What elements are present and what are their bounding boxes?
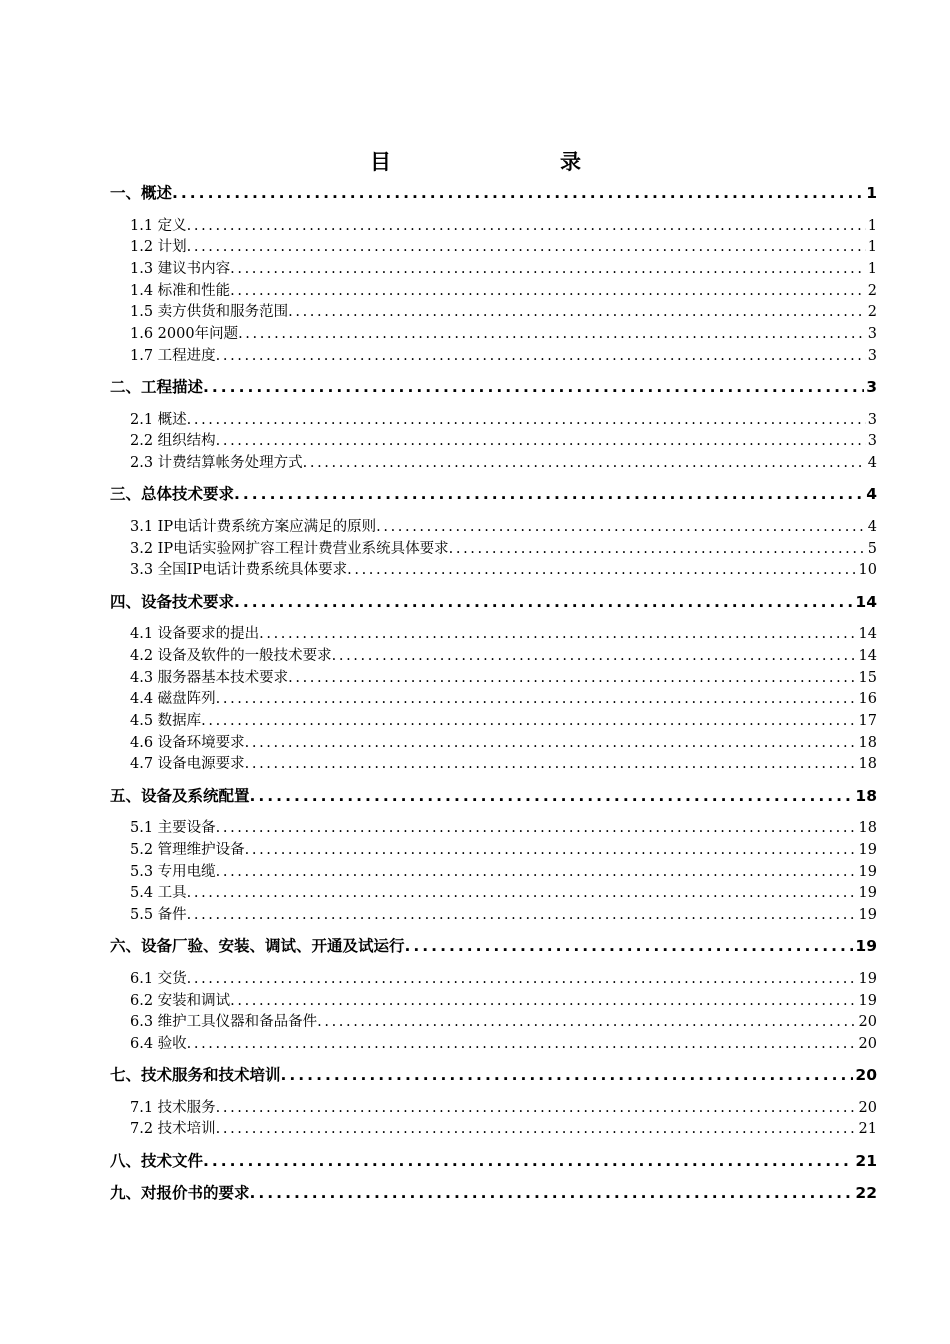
dot-leader [216, 431, 866, 453]
toc-section-entry[interactable] [110, 905, 877, 927]
toc-entry-label: 2.1 概述 [130, 411, 187, 428]
dot-leader [405, 936, 854, 958]
dot-leader [230, 281, 866, 303]
dot-leader [172, 183, 864, 205]
toc-section-entry[interactable] [110, 754, 877, 776]
toc-entry-label: 1.3 建议书内容 [130, 261, 231, 278]
toc-page-number: 19 [858, 841, 877, 858]
toc-chapter-entry[interactable] [110, 786, 877, 808]
toc-entry-label: 七、技术服务和技术培训 [110, 1066, 281, 1085]
toc-section-entry[interactable] [110, 733, 877, 755]
dot-leader [216, 862, 857, 884]
dot-leader [187, 969, 857, 991]
toc-section-entry[interactable] [110, 1012, 877, 1034]
dot-leader [250, 786, 854, 808]
toc-page-number: 4 [867, 455, 877, 472]
toc-entry-label: 1.7 工程进度 [130, 347, 216, 364]
toc-entry-label: 2.2 组织结构 [130, 433, 216, 450]
toc-page-number: 3 [867, 411, 877, 428]
toc-section-entry[interactable] [110, 539, 877, 561]
dot-leader [245, 754, 857, 776]
dot-leader [449, 539, 866, 561]
toc-page-number: 20 [858, 1099, 877, 1116]
toc-section-entry[interactable] [110, 646, 877, 668]
toc-chapter-entry[interactable] [110, 183, 877, 205]
toc-entry-label: 5.4 工具 [130, 885, 187, 902]
toc-entry-label: 1.4 标准和性能 [130, 282, 231, 299]
toc-page-number: 19 [858, 863, 877, 880]
dot-leader [245, 840, 857, 862]
dot-leader [234, 592, 853, 614]
dot-leader [317, 1012, 856, 1034]
toc-entry-label: 6.1 交货 [130, 970, 187, 987]
toc-page-number: 14 [855, 592, 877, 611]
toc-page-number: 2 [867, 304, 877, 321]
table-of-contents [110, 183, 877, 1216]
toc-page-number: 19 [858, 906, 877, 923]
toc-entry-label: 6.4 验收 [130, 1035, 187, 1052]
toc-page-number: 3 [867, 347, 877, 364]
toc-section-entry[interactable] [110, 689, 877, 711]
toc-page-number: 14 [858, 647, 877, 664]
toc-section-entry[interactable] [110, 862, 877, 884]
toc-entry-label: 八、技术文件 [110, 1151, 204, 1170]
toc-page-number: 18 [858, 756, 877, 773]
toc-page-number: 2 [867, 282, 877, 299]
toc-chapter-entry[interactable] [110, 936, 877, 958]
toc-page-number: 1 [867, 217, 877, 234]
toc-entry-label: 二、工程描述 [110, 378, 204, 396]
dot-leader [230, 259, 866, 281]
toc-page-number: 18 [855, 786, 877, 805]
toc-entry-label: 5.3 专用电缆 [130, 863, 216, 880]
toc-title-left: 目 [370, 150, 391, 174]
toc-page-number: 3 [867, 326, 877, 343]
toc-section-entry[interactable] [110, 883, 877, 905]
toc-page-number: 21 [855, 1151, 877, 1170]
toc-page-number: 19 [858, 885, 877, 902]
toc-page-number: 22 [855, 1184, 877, 1203]
toc-chapter-entry[interactable] [110, 1065, 877, 1087]
dot-leader [187, 905, 857, 927]
toc-page-number: 4 [866, 485, 877, 504]
toc-entry-label: 6.2 安装和调试 [130, 992, 231, 1009]
toc-page-number: 20 [855, 1066, 877, 1085]
toc-page-number: 20 [858, 1014, 877, 1031]
toc-page-number: 1 [867, 261, 877, 278]
toc-section-entry[interactable] [110, 560, 877, 582]
toc-entry-label: 1.1 定义 [130, 217, 187, 234]
dot-leader [347, 560, 856, 582]
toc-entry-label: 5.2 管理维护设备 [130, 841, 245, 858]
toc-entry-label: 1.6 2000年问题 [130, 326, 239, 343]
dot-leader [234, 484, 864, 506]
dot-leader [187, 883, 857, 905]
toc-page-number: 10 [858, 562, 877, 579]
toc-page-number: 19 [858, 970, 877, 987]
dot-leader [216, 346, 866, 368]
dot-leader [245, 733, 857, 755]
toc-page-number: 18 [858, 820, 877, 837]
dot-leader [259, 624, 856, 646]
dot-leader [216, 689, 857, 711]
toc-page-number: 16 [858, 691, 877, 708]
toc-section-entry[interactable] [110, 818, 877, 840]
toc-section-entry[interactable] [110, 431, 877, 453]
dot-leader [187, 410, 866, 432]
toc-entry-label: 一、概述 [110, 184, 173, 202]
toc-page-number: 1 [866, 184, 877, 202]
dot-leader [332, 646, 857, 668]
dot-leader [203, 377, 864, 399]
toc-entry-label: 4.6 设备环境要求 [130, 734, 245, 751]
toc-page-number: 20 [858, 1035, 877, 1052]
toc-entry-label: 5.1 主要设备 [130, 820, 216, 837]
toc-page-number: 5 [867, 540, 877, 557]
toc-entry-label: 4.3 服务器基本技术要求 [130, 669, 289, 686]
dot-leader [203, 1151, 853, 1173]
toc-section-entry[interactable] [110, 711, 877, 733]
toc-entry-label: 六、设备厂验、安装、调试、开通及试运行 [110, 937, 405, 956]
toc-section-entry[interactable] [110, 237, 877, 259]
toc-section-entry[interactable] [110, 346, 877, 368]
toc-title [0, 146, 950, 176]
toc-entry-label: 4.2 设备及软件的一般技术要求 [130, 647, 332, 664]
toc-section-entry[interactable] [110, 624, 877, 646]
toc-entry-label: 四、设备技术要求 [110, 592, 235, 611]
dot-leader [201, 711, 856, 733]
dot-leader [230, 991, 856, 1013]
dot-leader [187, 1034, 857, 1056]
toc-entry-label: 6.3 维护工具仪器和备品备件 [130, 1014, 318, 1031]
toc-section-entry[interactable] [110, 453, 877, 475]
toc-section-entry[interactable] [110, 410, 877, 432]
dot-leader [238, 324, 866, 346]
toc-entry-label: 4.7 设备电源要求 [130, 756, 245, 773]
dot-leader [187, 216, 866, 238]
toc-entry-label: 九、对报价书的要求 [110, 1184, 250, 1203]
toc-entry-label: 3.3 全国IP电话计费系统具体要求 [130, 562, 348, 579]
dot-leader [250, 1183, 854, 1205]
toc-entry-label: 4.4 磁盘阵列 [130, 691, 216, 708]
toc-chapter-entry[interactable] [110, 1151, 877, 1173]
dot-leader [216, 818, 857, 840]
toc-entry-label: 3.1 IP电话计费系统方案应满足的原则 [130, 518, 377, 535]
toc-section-entry[interactable] [110, 969, 877, 991]
toc-title-right: 录 [560, 150, 581, 174]
toc-entry-label: 1.5 卖方供货和服务范围 [130, 304, 289, 321]
dot-leader [288, 668, 856, 690]
toc-chapter-entry[interactable] [110, 592, 877, 614]
toc-section-entry[interactable] [110, 324, 877, 346]
dot-leader [281, 1065, 854, 1087]
toc-section-entry[interactable] [110, 281, 877, 303]
toc-section-entry[interactable] [110, 1098, 877, 1120]
toc-page-number: 19 [858, 992, 877, 1009]
toc-page-number: 15 [858, 669, 877, 686]
toc-entry-label: 5.5 备件 [130, 906, 187, 923]
dot-leader [376, 517, 866, 539]
toc-page-number: 21 [858, 1121, 877, 1138]
dot-leader [288, 302, 866, 324]
toc-entry-label: 五、设备及系统配置 [110, 786, 250, 805]
toc-entry-label: 7.1 技术服务 [130, 1099, 216, 1116]
toc-section-entry[interactable] [110, 991, 877, 1013]
toc-page-number: 19 [855, 937, 877, 956]
toc-section-entry[interactable] [110, 259, 877, 281]
toc-entry-label: 3.2 IP电话实验网扩容工程计费营业系统具体要求 [130, 540, 449, 557]
dot-leader [187, 237, 866, 259]
toc-section-entry[interactable] [110, 1034, 877, 1056]
toc-page-number: 3 [867, 433, 877, 450]
toc-page-number: 18 [858, 734, 877, 751]
toc-chapter-entry[interactable] [110, 484, 877, 506]
dot-leader [216, 1119, 857, 1141]
toc-page-number: 14 [858, 626, 877, 643]
toc-entry-label: 7.2 技术培训 [130, 1121, 216, 1138]
toc-entry-label: 4.5 数据库 [130, 712, 202, 729]
toc-section-entry[interactable] [110, 840, 877, 862]
toc-entry-label: 1.2 计划 [130, 239, 187, 256]
toc-entry-label: 三、总体技术要求 [110, 485, 235, 504]
toc-entry-label: 2.3 计费结算帐务处理方式 [130, 455, 303, 472]
toc-section-entry[interactable] [110, 216, 877, 238]
toc-page-number: 17 [858, 712, 877, 729]
toc-page-number: 4 [867, 518, 877, 535]
toc-page-number: 3 [866, 378, 877, 396]
toc-chapter-entry[interactable] [110, 1183, 877, 1205]
dot-leader [303, 453, 866, 475]
toc-section-entry[interactable] [110, 302, 877, 324]
toc-page-number: 1 [867, 239, 877, 256]
toc-section-entry[interactable] [110, 668, 877, 690]
toc-entry-label: 4.1 设备要求的提出 [130, 626, 260, 643]
toc-section-entry[interactable] [110, 517, 877, 539]
toc-chapter-entry[interactable] [110, 377, 877, 399]
dot-leader [216, 1098, 857, 1120]
toc-section-entry[interactable] [110, 1119, 877, 1141]
